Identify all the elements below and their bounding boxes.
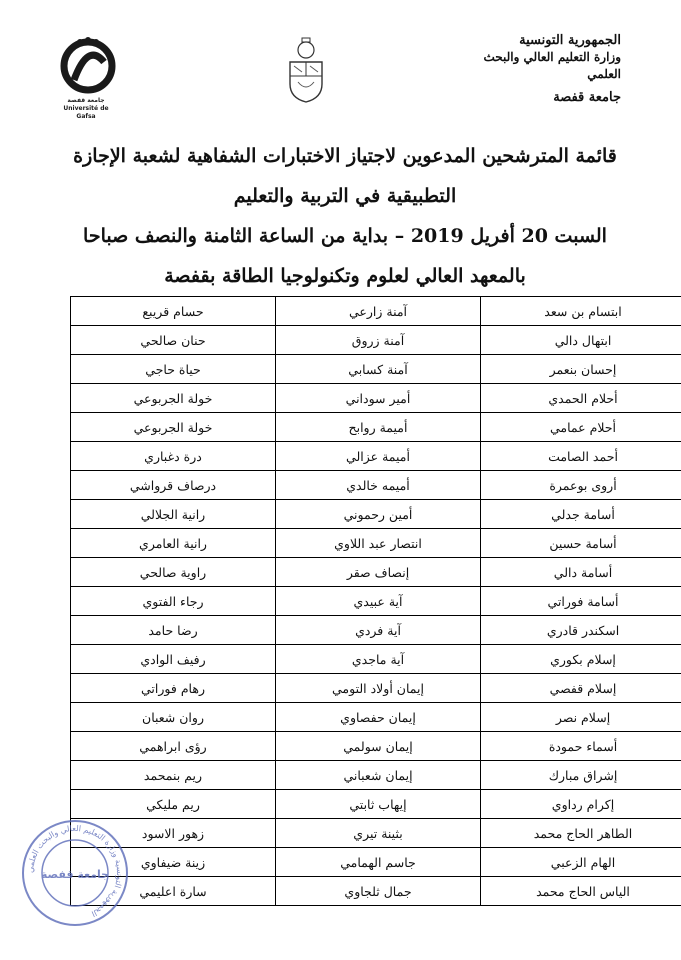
candidate-name-cell: بثينة تيري <box>276 819 481 848</box>
candidate-name-cell: أسماء حمودة <box>481 732 681 761</box>
candidate-name-cell: إيمان حفصاوي <box>276 703 481 732</box>
candidate-name-cell: آمنة كسابي <box>276 355 481 384</box>
candidate-name-cell: أسامة حسين <box>481 529 681 558</box>
table-row <box>71 645 681 674</box>
table-row <box>71 471 681 500</box>
candidate-name-cell: رفيف الوادي <box>71 645 276 674</box>
candidate-name-cell: رانية الجلالي <box>71 500 276 529</box>
document-title <box>60 136 630 296</box>
ministry-label-line2: العلمي <box>587 67 621 81</box>
candidate-name-cell: آية فردي <box>276 616 481 645</box>
candidate-name-cell: أمين رحموني <box>276 500 481 529</box>
candidate-name-cell: درصاف قرواشي <box>71 471 276 500</box>
candidate-name-cell: رضا حامد <box>71 616 276 645</box>
candidate-name-cell: إسلام بكوري <box>481 645 681 674</box>
candidate-name-cell: إنصاف صقر <box>276 558 481 587</box>
table-row <box>71 674 681 703</box>
candidate-name-cell: انتصار عبد اللاوي <box>276 529 481 558</box>
candidate-name-cell: جمال ثلجاوي <box>276 877 481 906</box>
table-row <box>71 384 681 413</box>
table-row <box>71 326 681 355</box>
candidate-name-cell: ابتسام بن سعد <box>481 297 681 326</box>
university-label: جامعة قفصة <box>553 90 621 105</box>
table-row <box>71 703 681 732</box>
candidate-name-cell: اسكندر قادري <box>481 616 681 645</box>
table-row <box>71 819 681 848</box>
candidate-name-cell: حياة حاجي <box>71 355 276 384</box>
candidate-name-cell: أميمة عزالي <box>276 442 481 471</box>
candidate-name-cell: أميمه خالدي <box>276 471 481 500</box>
candidate-name-cell: خولة الجربوعي <box>71 413 276 442</box>
official-stamp-icon <box>20 818 130 928</box>
candidate-name-cell: إيمان شعباني <box>276 761 481 790</box>
candidates-table-body <box>71 297 681 906</box>
candidate-name-cell: آمنة زروق <box>276 326 481 355</box>
candidate-name-cell: سارة اعليمي <box>71 877 276 906</box>
table-row <box>71 413 681 442</box>
candidate-name-cell: درة دغباري <box>71 442 276 471</box>
candidate-name-cell: أسامة دالي <box>481 558 681 587</box>
candidate-name-cell: أحمد الصامت <box>481 442 681 471</box>
candidate-name-cell: ريم بنمحمد <box>71 761 276 790</box>
table-row <box>71 558 681 587</box>
candidate-name-cell: إيمان أولاد التومي <box>276 674 481 703</box>
candidate-name-cell: روان شعبان <box>71 703 276 732</box>
candidate-name-cell: آية ماجدي <box>276 645 481 674</box>
ministry-label-line1: وزارة التعليم العالي والبحث <box>483 50 621 64</box>
candidate-name-cell: راوية صالحي <box>71 558 276 587</box>
candidate-name-cell: ريم مليكي <box>71 790 276 819</box>
candidate-name-cell: الهام الزعبي <box>481 848 681 877</box>
table-row <box>71 587 681 616</box>
candidate-name-cell: إيهاب ثابتي <box>276 790 481 819</box>
university-logo-caption <box>56 97 116 121</box>
candidate-name-cell: رانية العامري <box>71 529 276 558</box>
table-row <box>71 732 681 761</box>
candidate-name-cell: إسلام نصر <box>481 703 681 732</box>
table-row <box>71 616 681 645</box>
candidate-name-cell: حسام قريبع <box>71 297 276 326</box>
candidate-name-cell: ابتهال دالي <box>481 326 681 355</box>
candidate-name-cell: أروى بوعمرة <box>481 471 681 500</box>
candidate-name-cell: رهام فوراتي <box>71 674 276 703</box>
title-line-2: التطبيقية في التربية والتعليم <box>233 185 457 207</box>
candidate-name-cell: رؤى ابراهمي <box>71 732 276 761</box>
table-row <box>71 790 681 819</box>
candidate-name-cell: آمنة زارعي <box>276 297 481 326</box>
candidate-name-cell: أسامة فوراتي <box>481 587 681 616</box>
ministry-header <box>451 32 621 106</box>
candidate-name-cell: خولة الجربوعي <box>71 384 276 413</box>
candidate-name-cell: جاسم الهمامي <box>276 848 481 877</box>
candidate-name-cell: زهور الاسود <box>71 819 276 848</box>
table-row <box>71 529 681 558</box>
table-row <box>71 442 681 471</box>
candidate-name-cell: الياس الحاج محمد <box>481 877 681 906</box>
logo-caption-fr: Université de Gafsa <box>63 105 109 120</box>
table-row <box>71 877 681 906</box>
candidate-name-cell: إحسان بنعمر <box>481 355 681 384</box>
title-line-4: بالمعهد العالي لعلوم وتكنولوجيا الطاقة بقفصة <box>164 265 526 287</box>
candidate-name-cell: أحلام عمامي <box>481 413 681 442</box>
table-row <box>71 848 681 877</box>
candidate-name-cell: آية عبيدي <box>276 587 481 616</box>
table-row <box>71 355 681 384</box>
title-line-1: قائمة المترشحين المدعوين لاجتياز الاختبارات الشفاهية لشعبة الإجازة <box>73 145 617 167</box>
table-row <box>71 761 681 790</box>
candidate-name-cell: أسامة جدلي <box>481 500 681 529</box>
candidate-name-cell: إسلام قفصي <box>481 674 681 703</box>
candidate-name-cell: رجاء الفتوي <box>71 587 276 616</box>
stamp-outer-text: الجمهورية التونسية وزارة التعليم العالي والبحث العلمي <box>25 823 125 919</box>
table-row <box>71 500 681 529</box>
candidate-name-cell: الطاهر الحاج محمد <box>481 819 681 848</box>
candidate-name-cell: أميمة روابح <box>276 413 481 442</box>
table-row <box>71 297 681 326</box>
candidate-name-cell: إكرام رداوي <box>481 790 681 819</box>
candidates-table <box>70 296 681 906</box>
candidate-name-cell: حنان صالحي <box>71 326 276 355</box>
stamp-inner-text: جامعة قفصة <box>40 868 110 881</box>
candidate-name-cell: إشراق مبارك <box>481 761 681 790</box>
coat-of-arms-icon <box>284 36 328 106</box>
candidate-name-cell: أمير سوداني <box>276 384 481 413</box>
candidate-name-cell: زينة ضيفاوي <box>71 848 276 877</box>
republic-label: الجمهورية التونسية <box>519 33 621 48</box>
title-line-3: السبت 20 أفريل 2019 – بداية من الساعة الثامنة والنصف صباحا <box>83 225 607 247</box>
logo-caption-ar: جامعة قفصة <box>67 97 105 104</box>
candidate-name-cell: إيمان سولمي <box>276 732 481 761</box>
candidate-name-cell: أحلام الحمدي <box>481 384 681 413</box>
